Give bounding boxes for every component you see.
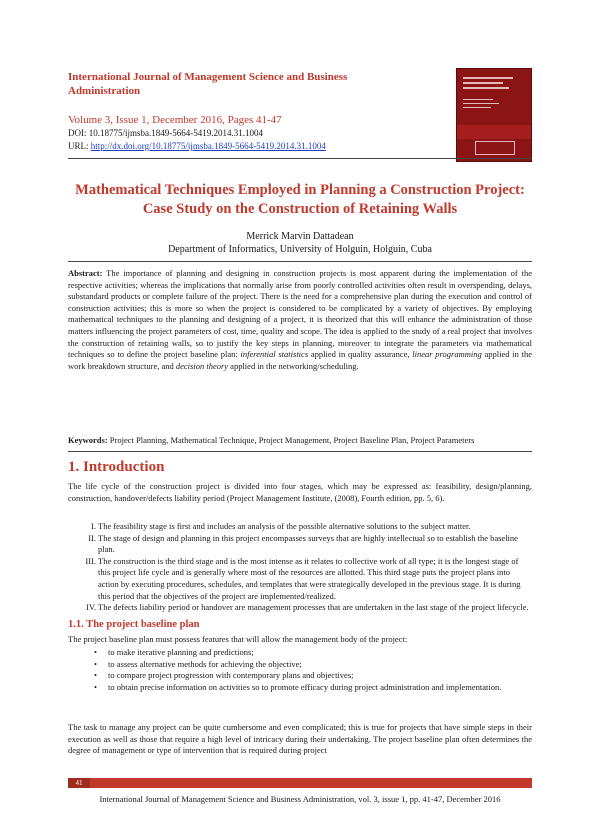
stage-item xyxy=(68,556,532,602)
journal-title: International Journal of Management Science and Business Administration xyxy=(68,71,348,97)
url-line xyxy=(68,141,326,151)
footer-citation: International Journal of Management Science and Business Administration, vol. 3, issue 1, pp. 41-47, December 2016 xyxy=(99,794,501,804)
stage-number: I. xyxy=(91,521,96,531)
subsection-heading-baseline-plan: 1.1. The project baseline plan xyxy=(68,619,200,630)
abstract-emphasis: inferential statistics xyxy=(240,349,309,360)
stage-number: II. xyxy=(88,532,96,543)
bullet-text: to assess alternative methods for achieving the objective; xyxy=(108,658,302,669)
author-name: Merrick Marvin Dattadean xyxy=(246,231,354,242)
bullet-icon: • xyxy=(94,681,97,692)
stage-text: The construction is the third stage and is the most intense as it relates to collective work of all type; it is the longest stage of this project life cycle and is generally where most of the resources are allotted. This third stage puts the project plans into action by executing procedures, schedules, and templates that were strategically developed in the previous stage. It is during this period that the objectives of the project are implemented/realized. xyxy=(98,555,521,601)
stage-item xyxy=(68,602,532,614)
bullet-list xyxy=(68,647,532,693)
volume-info: Volume 3, Issue 1, December 2016, Pages 41-47 xyxy=(68,114,282,126)
bullet-item xyxy=(68,682,532,694)
divider xyxy=(68,158,532,159)
abstract-text: The importance of planning and designing in construction projects is most apparent during the implementation of the respective activities; whereas the implications that normally arise from poorly controlled activities often result in overspending, delays, substandard products or complete failure of the project. There is the need for a comprehensive plan during the execution and control of construction activities; this is more so when the project is considered to be complicated by a variety of objectives. By employing mathematical techniques to the planning and designing of a project, it is theorized that this will enhance the administration of those matters influencing the project parameters of cost, time, quality and scope. The idea is applied to the study of a real project that involves the construction of retaining walls, so to justify the key steps in planning, moreover to integrate the parameters via mathematical techniques so to define the project baseline plan: xyxy=(68,268,532,360)
doi-line: DOI: 10.18775/ijmsba.1849-5664-5419.2014.31.1004 xyxy=(68,128,263,138)
keywords xyxy=(68,435,532,445)
abstract-label: Abstract: xyxy=(68,268,103,278)
closing-paragraph: The task to manage any project can be quite cumbersome and even complicated; this is true for projects that have simple steps in their execution as well as those that require a high level of intricacy during their undertaking. The project baseline plan often determines the degree of management or type of intervention that is required during project xyxy=(68,722,532,756)
intro-paragraph: The life cycle of the construction project is divided into four stages, which may be expressed as: feasibility, design/planning, construction, handover/defects liability period (Project Management Institute, (2008), Fourth edition, pp. 5, 6). xyxy=(68,481,532,503)
paper-title: Mathematical Techniques Employed in Planning a Construction Project: Case Study on the Construction of Retaining Walls xyxy=(75,182,525,217)
cover-text-line xyxy=(463,103,499,104)
baseline-intro: The project baseline plan must possess features that will allow the management body of the project: xyxy=(68,634,408,644)
author-affiliation: Department of Informatics, University of Holguin, Holguin, Cuba xyxy=(168,244,432,255)
abstract-text: applied in the work breakdown structure, and xyxy=(68,349,532,371)
cover-box xyxy=(475,141,515,155)
divider xyxy=(68,261,532,262)
abstract-text: applied in quality assurance, xyxy=(308,349,413,360)
cover-title-line xyxy=(463,77,513,79)
cover-title-line xyxy=(463,82,503,84)
abstract xyxy=(68,268,532,372)
doi-link[interactable]: http://dx.doi.org/10.18775/ijmsba.1849-5664-5419.2014.31.1004 xyxy=(90,141,326,151)
stage-text: The defects liability period or handover are management processes that are undertaken in the last stage of the project lifecycle. xyxy=(98,602,529,613)
bullet-text: to compare project progression with contemporary plans and objectives; xyxy=(108,670,354,681)
page-number-bar xyxy=(68,778,532,788)
bullet-item xyxy=(68,670,532,682)
page-number: 41 xyxy=(68,778,90,788)
stage-text: The feasibility stage is first and includes an analysis of the possible alternative solutions to the subject matter. xyxy=(98,521,471,531)
abstract-text: applied in the networking/scheduling. xyxy=(228,360,359,371)
bullet-icon: • xyxy=(94,647,97,657)
cover-title-line xyxy=(463,87,509,89)
bullet-text: to make iterative planning and predictions; xyxy=(108,647,254,657)
stage-list xyxy=(68,521,532,614)
cover-text-line xyxy=(463,99,493,100)
abstract-emphasis: decision theory xyxy=(175,360,229,371)
url-label: URL: xyxy=(68,141,91,151)
bullet-text: to obtain precise information on activities so to promote efficacy during project administration and implementation. xyxy=(108,681,502,692)
stage-item xyxy=(68,521,532,533)
cover-text-line xyxy=(463,107,491,108)
bullet-icon: • xyxy=(94,658,97,669)
journal-cover-image xyxy=(456,68,532,162)
stage-number: III. xyxy=(85,555,96,566)
abstract-emphasis: linear programming xyxy=(412,349,482,360)
keywords-label: Keywords: xyxy=(68,435,108,445)
bullet-item xyxy=(68,659,532,671)
stage-item xyxy=(68,533,532,556)
bullet-item xyxy=(68,647,532,659)
section-heading-introduction: 1. Introduction xyxy=(68,459,165,475)
stage-number: IV. xyxy=(86,602,96,613)
bullet-icon: • xyxy=(94,670,97,681)
keywords-text: Project Planning, Mathematical Technique, Project Management, Project Baseline Plan, Project Parameters xyxy=(107,435,475,445)
divider xyxy=(68,451,532,452)
stage-text: The stage of design and planning in this project encompasses surveys that are highly intellectual so to establish the baseline plan. xyxy=(98,532,518,555)
cover-band xyxy=(457,125,531,139)
